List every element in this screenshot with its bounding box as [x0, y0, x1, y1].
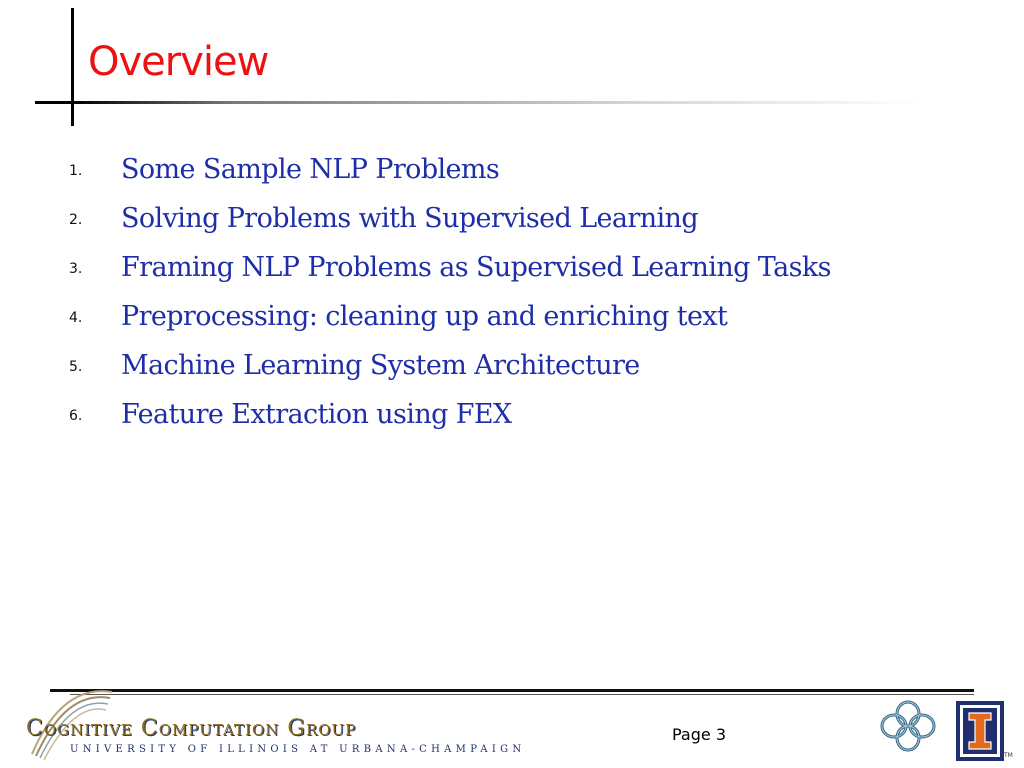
item-number: 1.	[69, 163, 83, 179]
page-number: Page 3	[672, 725, 726, 744]
group-name-logo: Cognitive Computation Group	[26, 716, 357, 741]
footer-rule	[50, 689, 974, 692]
celtic-knot-icon	[877, 698, 939, 754]
item-number: 4.	[69, 310, 83, 326]
trademark-mark: TM	[1004, 752, 1013, 759]
university-name: UNIVERSITY OF ILLINOIS AT URBANA-CHAMPAIGN	[70, 744, 526, 755]
item-label: Some Sample NLP Problems	[121, 154, 500, 185]
item-label: Feature Extraction using FEX	[121, 399, 512, 430]
item-label: Machine Learning System Architecture	[121, 350, 640, 381]
item-label: Preprocessing: cleaning up and enriching text	[121, 301, 728, 332]
item-label: Framing NLP Problems as Supervised Learning Tasks	[121, 252, 831, 283]
title-horizontal-rule	[35, 101, 925, 104]
item-label: Solving Problems with Supervised Learning	[121, 203, 699, 234]
item-number: 3.	[69, 261, 83, 277]
title-vertical-rule	[71, 8, 74, 126]
illinois-block-i-icon	[956, 701, 1004, 761]
item-number: 5.	[69, 359, 83, 375]
item-number: 2.	[69, 212, 83, 228]
footer-rule-thin	[70, 694, 974, 695]
item-number: 6.	[69, 408, 83, 424]
slide-title: Overview	[88, 39, 269, 85]
